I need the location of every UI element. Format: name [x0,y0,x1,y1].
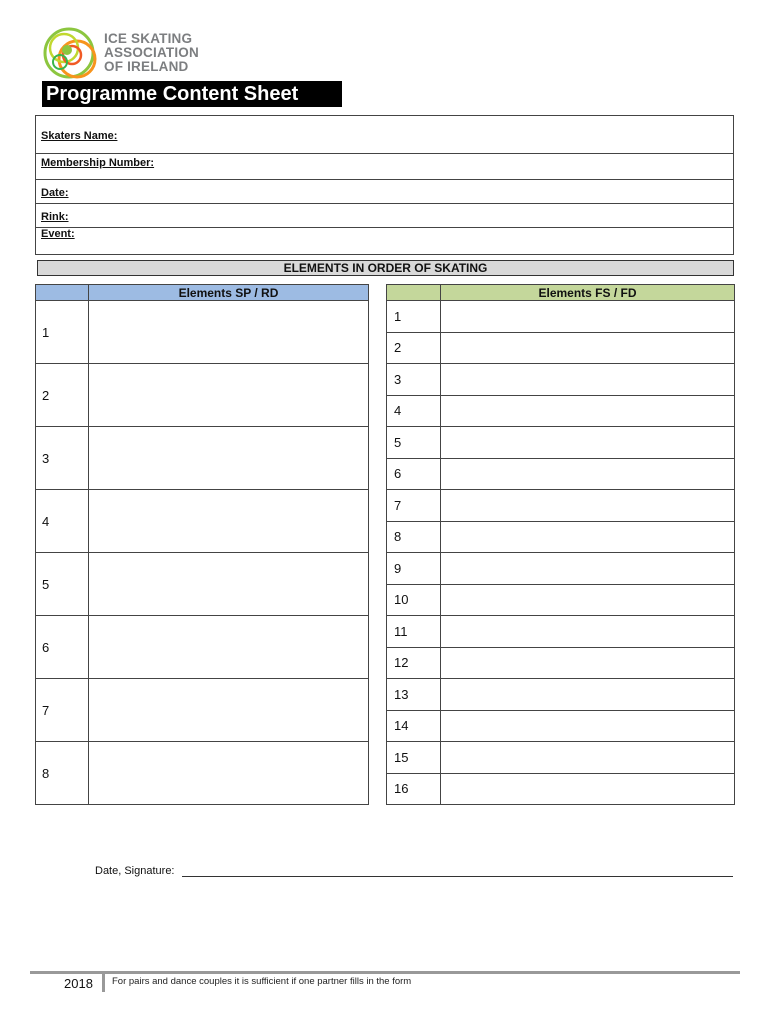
fs-element-cell[interactable] [441,742,735,774]
fs-row-number: 2 [387,332,441,364]
event-label: Event: [41,228,75,240]
fs-row-number: 14 [387,710,441,742]
fs-element-cell[interactable] [441,301,735,333]
fs-elements-table [386,284,735,805]
fs-row [387,521,735,553]
fs-row-number: 7 [387,490,441,522]
skaters-name-field[interactable] [36,116,733,154]
fs-element-cell[interactable] [441,490,735,522]
fs-row-number: 13 [387,679,441,711]
fs-row [387,679,735,711]
fs-row [387,364,735,396]
fs-row [387,742,735,774]
fs-header: Elements FS / FD [441,285,735,301]
sp-row-number: 5 [36,553,89,616]
sp-row [36,364,369,427]
section-header: ELEMENTS IN ORDER OF SKATING [37,260,734,276]
sp-row-number: 6 [36,616,89,679]
signature-line[interactable] [182,876,733,877]
sp-element-cell[interactable] [89,742,369,805]
fs-element-cell[interactable] [441,332,735,364]
fs-row-number: 11 [387,616,441,648]
sp-element-cell[interactable] [89,427,369,490]
fs-row-number: 16 [387,773,441,805]
footer-note: For pairs and dance couples it is sufficient if one partner fills in the form [112,976,412,987]
fs-element-cell[interactable] [441,553,735,585]
sp-row [36,616,369,679]
membership-number-label: Membership Number: [41,157,155,169]
page-title: Programme Content Sheet [42,81,342,107]
date-label: Date: [41,187,69,199]
fs-row-number: 1 [387,301,441,333]
date-field[interactable] [36,180,733,204]
fs-row [387,332,735,364]
fs-element-cell[interactable] [441,647,735,679]
sp-row [36,742,369,805]
logo-line-2: ASSOCIATION [104,45,199,60]
sp-row-number: 7 [36,679,89,742]
fs-element-cell[interactable] [441,395,735,427]
logo-line-3: OF IRELAND [104,59,189,74]
fs-element-cell[interactable] [441,773,735,805]
rink-label: Rink: [41,211,69,223]
fs-row [387,458,735,490]
fs-row-number: 6 [387,458,441,490]
sp-element-cell[interactable] [89,553,369,616]
membership-number-field[interactable] [36,154,733,180]
sp-row-number: 2 [36,364,89,427]
fs-row-number: 5 [387,427,441,459]
logo-text [104,32,199,74]
fs-row [387,301,735,333]
sp-row-number: 8 [36,742,89,805]
fs-element-cell[interactable] [441,710,735,742]
fs-row [387,427,735,459]
sp-element-cell[interactable] [89,616,369,679]
sp-header-empty-cell [36,285,89,301]
fs-row-number: 15 [387,742,441,774]
sp-row [36,553,369,616]
sp-row [36,301,369,364]
fs-row [387,584,735,616]
sp-row [36,427,369,490]
skaters-name-label: Skaters Name: [41,130,118,142]
sp-element-cell[interactable] [89,679,369,742]
footer-separator [102,974,105,992]
fs-row-number: 8 [387,521,441,553]
fs-row-number: 9 [387,553,441,585]
sp-row-number: 4 [36,490,89,553]
rink-field[interactable] [36,204,733,228]
skater-info-table [35,115,734,255]
fs-element-cell[interactable] [441,679,735,711]
sp-element-cell[interactable] [89,301,369,364]
sp-row [36,679,369,742]
fs-row [387,553,735,585]
ice-skating-association-logo-icon [42,26,102,80]
fs-element-cell[interactable] [441,584,735,616]
fs-row [387,710,735,742]
fs-row-number: 10 [387,584,441,616]
fs-row [387,773,735,805]
fs-element-cell[interactable] [441,616,735,648]
fs-element-cell[interactable] [441,521,735,553]
fs-row [387,395,735,427]
fs-row-number: 3 [387,364,441,396]
fs-row-number: 4 [387,395,441,427]
event-field[interactable] [36,228,733,254]
fs-row-number: 12 [387,647,441,679]
sp-row-number: 1 [36,301,89,364]
signature-label: Date, Signature: [95,865,175,877]
fs-row [387,490,735,522]
sp-element-cell[interactable] [89,364,369,427]
sp-element-cell[interactable] [89,490,369,553]
footer-year: 2018 [64,976,93,991]
sp-row [36,490,369,553]
fs-row [387,616,735,648]
sp-row-number: 3 [36,427,89,490]
fs-element-cell[interactable] [441,364,735,396]
sp-header: Elements SP / RD [89,285,369,301]
fs-row [387,647,735,679]
sp-elements-table [35,284,369,805]
fs-element-cell[interactable] [441,458,735,490]
association-logo [42,26,202,80]
logo-line-1: ICE SKATING [104,31,193,46]
fs-element-cell[interactable] [441,427,735,459]
fs-header-empty-cell [387,285,441,301]
footer-divider [30,971,740,974]
